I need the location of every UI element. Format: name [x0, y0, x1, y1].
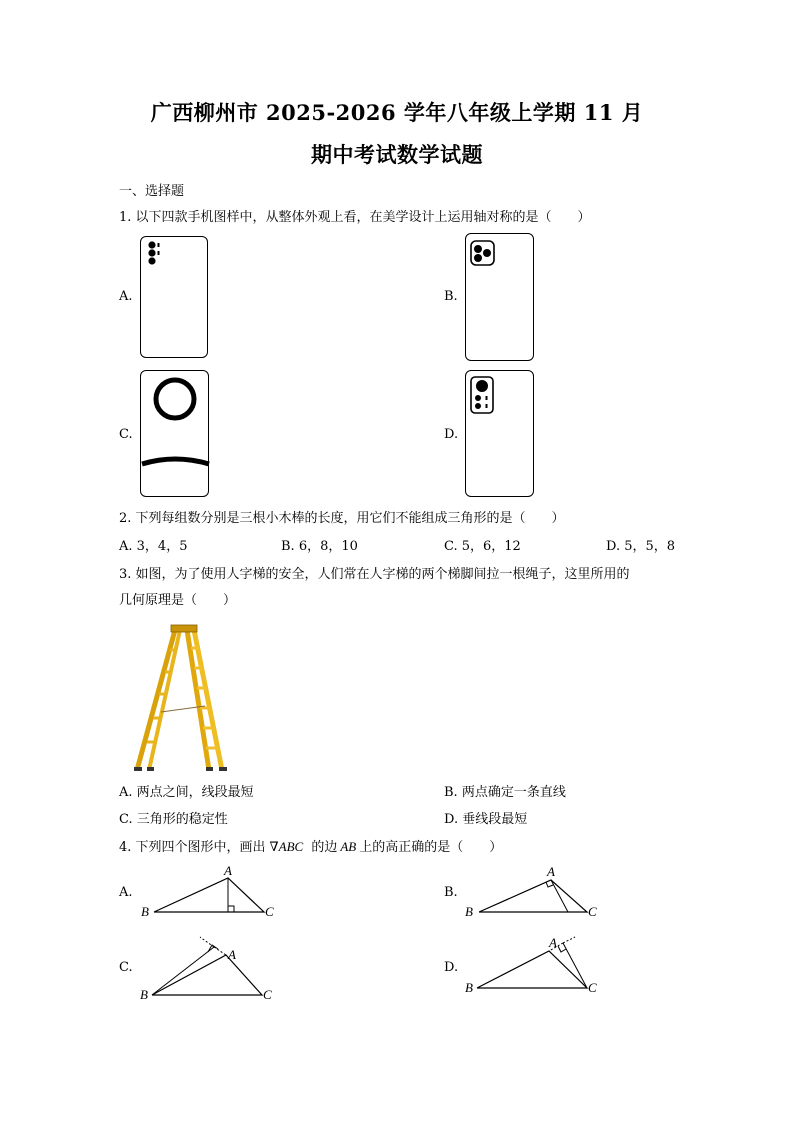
section-label: 一、选择题: [119, 184, 185, 199]
q4-figure-d: [463, 925, 608, 1005]
q3-option-c: C. 三角形的稳定性: [119, 812, 228, 827]
ladder-image: [125, 622, 231, 774]
q4-figure-b: [463, 860, 603, 920]
camera-square-icon: [466, 234, 535, 362]
question-1-stem: 1. 以下四款手机图样中，从整体外观上看，在美学设计上运用轴对称的是（ ）: [119, 210, 591, 225]
q4-triangle-symbol: ∇ABC: [269, 839, 304, 854]
q4d-vertex-b: B: [465, 980, 473, 995]
q4c-vertex-a: A: [228, 947, 236, 962]
q4-option-c-label: C.: [119, 960, 133, 975]
q4b-vertex-c: C: [588, 904, 597, 919]
question-3-stem-line2: 几何原理是（ ）: [119, 593, 237, 608]
q4b-vertex-a: A: [547, 864, 555, 879]
phone-c-icon: [140, 370, 209, 497]
question-3-stem-line1: 3. 如图，为了使用人字梯的安全，人们常在人字梯的两个梯脚间拉一根绳子，这里所用的: [119, 567, 630, 582]
q2-option-c: C. 5，6，12: [444, 539, 521, 554]
phone-b-icon: [465, 233, 534, 361]
q2-option-b: B. 6，8，10: [281, 539, 358, 554]
q4a-vertex-b: B: [141, 904, 149, 919]
q2-option-d: D. 5，5，8: [606, 539, 676, 554]
q1-option-a-label: A.: [119, 289, 133, 304]
q4-side-symbol: AB: [340, 839, 357, 854]
q3-option-a: A. 两点之间，线段最短: [119, 785, 254, 800]
q4-option-a-label: A.: [119, 885, 133, 900]
q4-option-d-label: D.: [444, 960, 459, 975]
q4-figure-a: [138, 860, 278, 920]
phone-d-icon: [465, 370, 534, 497]
q4-figure-c: [138, 925, 283, 1005]
q1-option-b-label: B.: [444, 289, 458, 304]
q4-stem-mid: 的边: [307, 840, 338, 855]
q4-stem-prefix: 4. 下列四个图形中，画出: [119, 840, 266, 855]
q4b-vertex-b: B: [465, 904, 473, 919]
q4a-vertex-a: A: [224, 863, 232, 878]
ring-camera-icon: [141, 371, 210, 498]
q4c-vertex-c: C: [263, 987, 272, 1002]
phone-a-icon: [140, 236, 208, 358]
question-2-stem: 2. 下列每组数分别是三根小木棒的长度，用它们不能组成三角形的是（ ）: [119, 511, 565, 526]
q4-stem-suffix: 上的高正确的是（ ）: [359, 840, 503, 855]
page-subtitle: 期中考试数学试题: [311, 142, 483, 167]
question-4-stem: [119, 836, 502, 855]
q1-option-c-label: C.: [119, 427, 133, 442]
q4d-vertex-a: A: [549, 935, 557, 950]
q3-option-b: B. 两点确定一条直线: [444, 785, 566, 800]
q3-option-d: D. 垂线段最短: [444, 812, 528, 827]
page-title: 广西柳州市 2025-2026 学年八年级上学期 11 月: [150, 100, 644, 125]
camera-column-icon: [141, 237, 209, 359]
q4a-vertex-c: C: [265, 904, 274, 919]
q4d-vertex-c: C: [588, 980, 597, 995]
q1-option-d-label: D.: [444, 427, 459, 442]
q4c-vertex-b: B: [140, 987, 148, 1002]
camera-rect-icon: [466, 371, 535, 498]
q4-option-b-label: B.: [444, 885, 458, 900]
q2-option-a: A. 3，4，5: [119, 539, 188, 554]
